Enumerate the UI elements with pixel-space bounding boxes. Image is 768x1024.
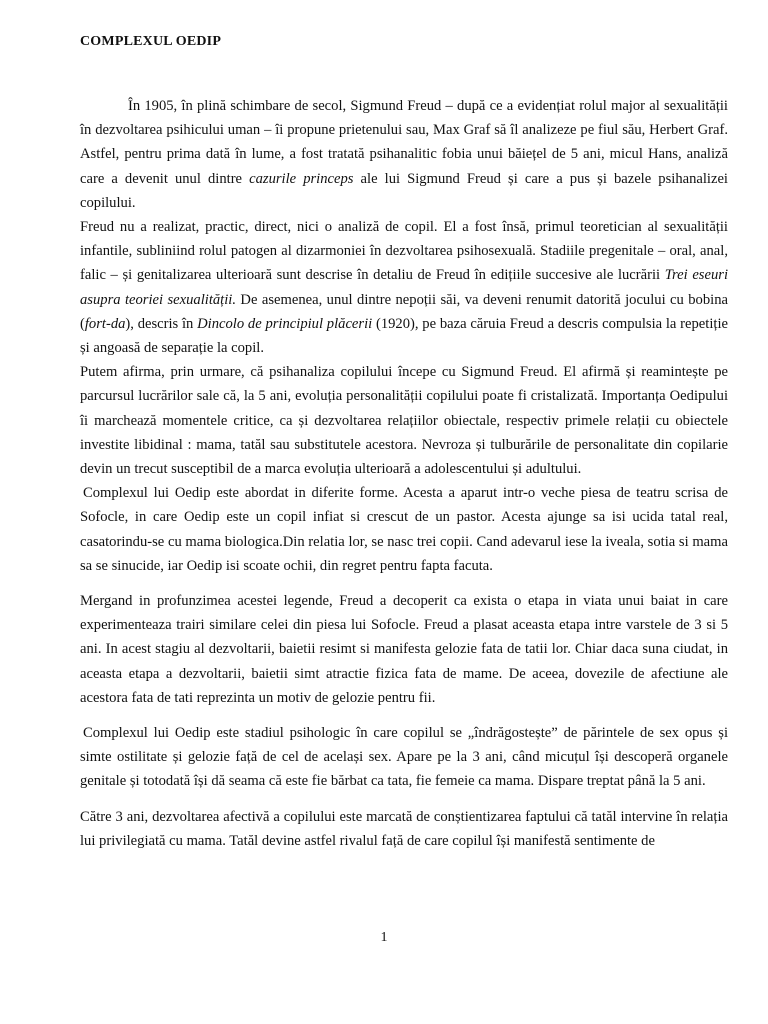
paragraph-2-text-e: ), descris în	[125, 315, 198, 332]
paragraph-7: Către 3 ani, dezvoltarea afectivă a copilului este marcată de conștientizarea faptului că tatăl intervine în relația lui privilegiată cu mama. Tatăl devine astfel rivalul față de care copilul își manifestă sentimente de	[80, 808, 728, 849]
paragraph-1-italic-cazurile-princeps: cazurile princeps	[249, 170, 354, 187]
paragraph-2-text-a: Freud nu a realizat, practic, direct, nici o analiză de copil. El a fost însă, primul teoretician al sexualității infantile, subliniind rolul patogen al dizarmoniei în dezvoltarea psihosexuală. Stadiile pregenitale – oral, anal, falic – și genitalizarea ulterioară sunt descrise în detaliu de Freud în edițiile succesive ale lucrării	[80, 219, 728, 284]
page-number: 1	[380, 930, 388, 945]
paragraph-2-text-c: De asemenea, unul dintre nepoții săi, va deveni renumit datorită jocului cu bobina (	[80, 291, 728, 332]
paragraph-3: Putem afirma, prin urmare, că psihanaliza copilului începe cu Sigmund Freud. El afirmă și reamintește pe parcursul lucrărilor sale că, la 5 ani, evoluția personalității copilului poate fi cristalizată. Importanța Oedipului îi marchează momentele critice, ca și dezvoltarea relațiilor obiectale, respectiv primele relații cu obiectele investite libidinal : mama, tatăl sau substitutele acestora. Nevroza și tulburările de personalitate din copilarie devin un trecut susceptibil de a marca evoluția ulterioară a adolescentului și adultului.	[80, 364, 728, 478]
paragraph-6: Complexul lui Oedip este stadiul psihologic în care copilul se „îndrăgostește” de părintele de sex opus și simte ostilitate și gelozie față de cel de același sex. Apare pe la 3 ani, când micuțul își descoperă organele genitale și totodată își dă seama că este fie bărbat ca tata, fie femeie ca mama. Dispare treptat până la 5 ani.	[80, 725, 728, 790]
paragraph-2-text-g: (1920), pe baza căruia Freud a descris compulsia la repetiție și angoasă de separație la copil.	[80, 315, 728, 357]
paragraph-2-italic-fort-da: fort-da	[84, 315, 126, 332]
paragraph-1	[80, 94, 728, 215]
document-title: COMPLEXUL OEDIP	[80, 34, 222, 49]
paragraph-2-italic-trei-eseuri: Trei eseuri asupra teoriei sexualității.	[80, 267, 728, 308]
paragraph-1-text-c: ale lui Sigmund Freud și care a pus și bazele psihanalizei copilului.	[80, 170, 728, 211]
paragraph-2-italic-dincolo: Dincolo de principiul plăcerii	[197, 315, 373, 332]
paragraph-5: Mergand in profunzimea acestei legende, Freud a decoperit ca exista o etapa in viata unui baiat in care experimenteaza trairi similare celei din piesa lui Sofocle. Freud a plasat aceasta etapa intre varstele de 3 si 5 ani. In acest stagiu al dezvoltarii, baietii resimt si manifesta gelozie fata de tatii lor. Chiar daca suna ciudat, in aceasta etapa a dezvoltarii, baietii simt atractie fizica fata de mame. De aceea, dovezile de afectiune ale acestora fata de tati reprezinta un motiv de gelozie pentru fii.	[80, 593, 728, 706]
paragraph-4: Complexul lui Oedip este abordat in diferite forme. Acesta a aparut intr-o veche piesa de teatru scrisa de Sofocle, in care Oedip este un copil infiat si crescut de un pastor. Acesta ajunge sa isi ucida tatal real, casatorindu-se cu mama biologica.Din relatia lor, se nasc trei copii. Cand adevarul iese la iveala, sotia si mama sa se sinucide, iar Oedip isi scoate ochii, din regret pentru fapta facuta.	[80, 485, 728, 574]
paragraph-2	[80, 215, 728, 360]
paragraph-1-text-a: În 1905, în plină schimbare de secol, Sigmund Freud – după ce a evidențiat rolul major al sexualității în dezvoltarea psihicului uman – îi propune prietenului sau, Max Graf să îl analizeze pe fiul său, Herbert Graf. Astfel, pentru prima dată în lume, a fost tratată psihanalitic fobia unui băiețel de 5 ani, micul Hans, analiză care a devenit unul dintre	[80, 98, 728, 187]
document-page	[80, 30, 728, 853]
